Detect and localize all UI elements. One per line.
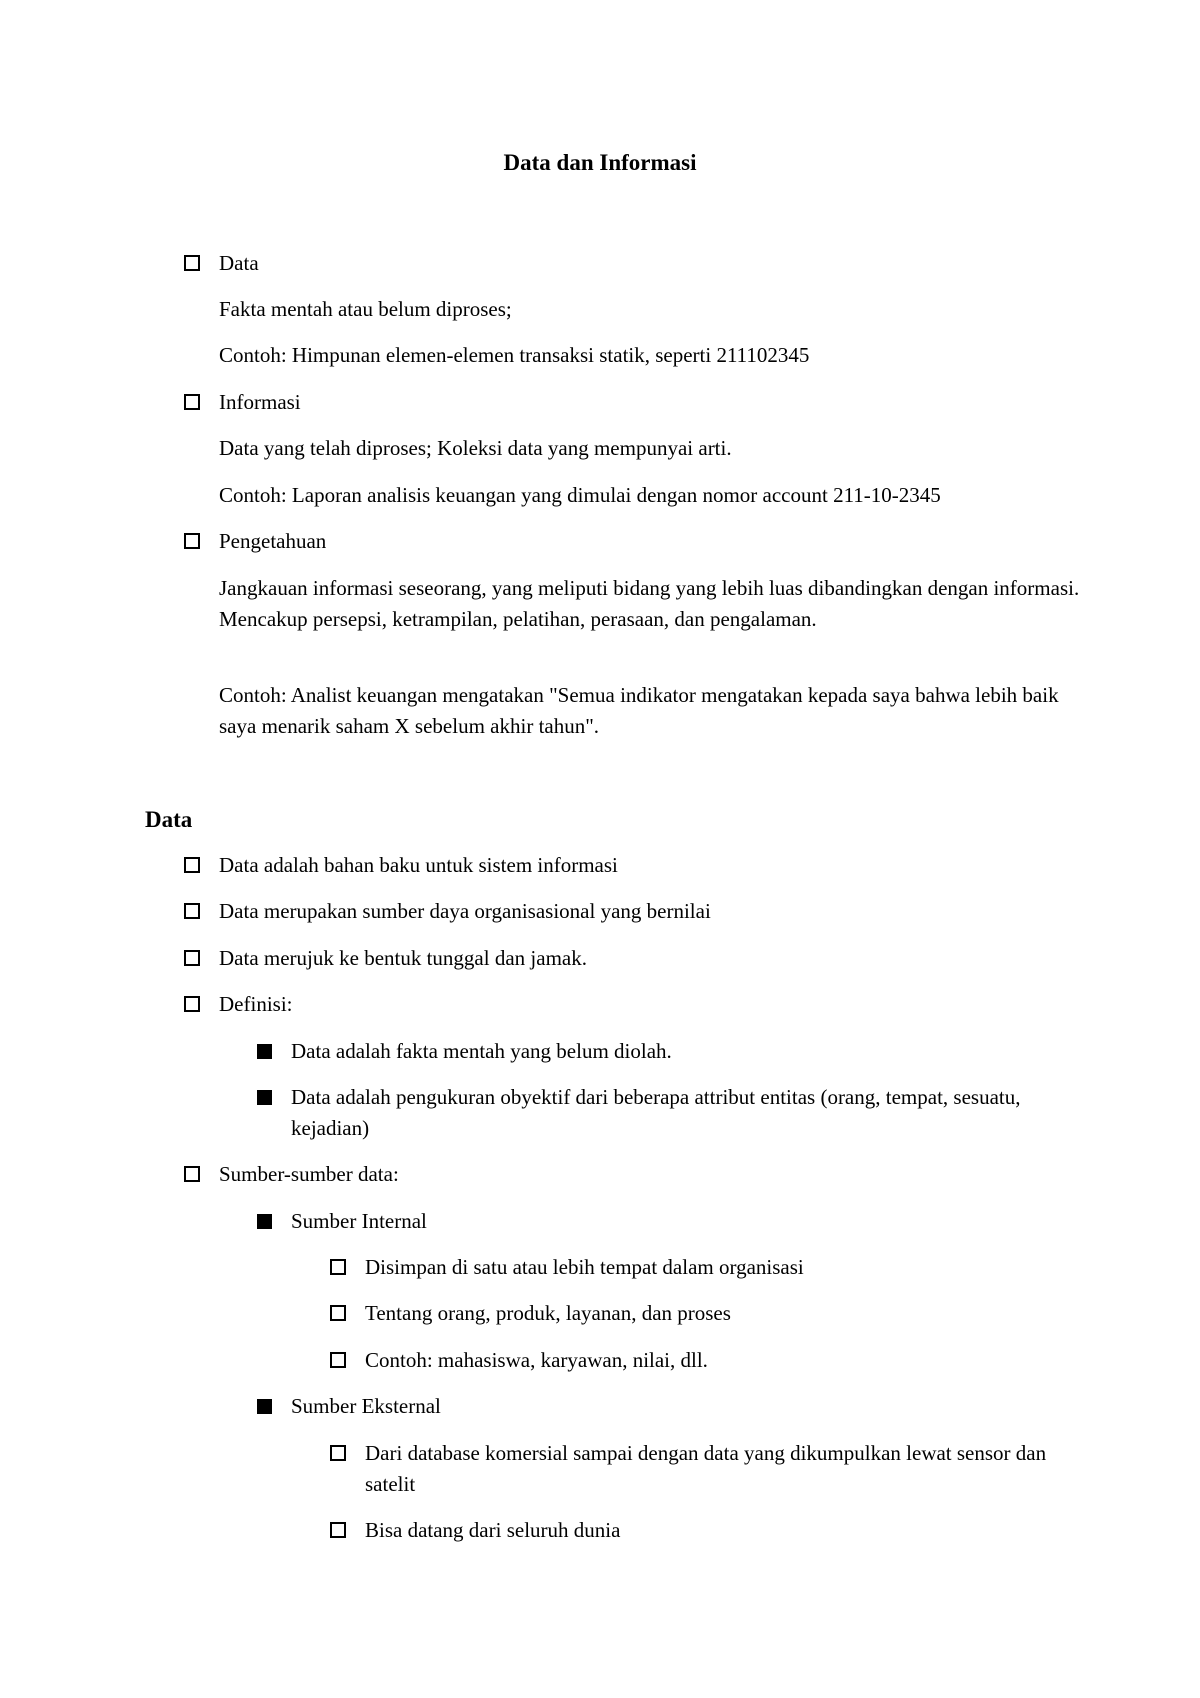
filled-square-bullet-icon [257,1090,272,1105]
list-item [184,989,1084,1020]
list-item-label: Data [219,251,259,275]
filled-square-bullet-icon [257,1399,272,1414]
list-item-text: Data adalah pengukuran obyektif dari beberapa attribut entitas (orang, tempat, sesuatu, kejadian) [291,1085,1021,1140]
list-item-text: Data merupakan sumber daya organisasional yang bernilai [219,899,711,923]
paragraph: Fakta mentah atau belum diproses; [219,297,512,321]
list-item-text: Bisa datang dari seluruh dunia [365,1518,621,1542]
list-item [257,1082,1077,1144]
list-item [184,1159,1084,1190]
list-item-label: Pengetahuan [219,529,327,553]
list-item [184,850,1084,881]
hollow-square-bullet-icon [184,533,200,549]
filled-square-bullet-icon [257,1044,272,1059]
list-item-text: Disimpan di satu atau lebih tempat dalam organisasi [365,1255,804,1279]
list-item-text: Data adalah bahan baku untuk sistem informasi [219,853,618,877]
section-heading: Data [145,807,193,832]
hollow-square-bullet-icon [330,1522,346,1538]
paragraph: Jangkauan informasi seseorang, yang meliputi bidang yang lebih luas dibandingkan dengan informasi. Mencakup persepsi, ketrampilan, pelatihan, perasaan, dan pengalaman. [219,576,1080,631]
list-item [184,526,1084,557]
paragraph: Contoh: Analist keuangan mengatakan "Semua indikator mengatakan kepada saya bahwa lebih baik saya menarik saham X sebelum akhir tahun". [219,683,1059,738]
list-item [184,943,1084,974]
list-item [330,1515,1080,1546]
list-item-text: Contoh: mahasiswa, karyawan, nilai, dll. [365,1348,708,1372]
list-item-text: Dari database komersial sampai dengan data yang dikumpulkan lewat sensor dan satelit [365,1441,1047,1496]
paragraph: Data yang telah diproses; Koleksi data yang mempunyai arti. [219,436,732,460]
hollow-square-bullet-icon [184,996,200,1012]
list-item [330,1438,1080,1500]
list-item [184,896,1084,927]
paragraph: Contoh: Laporan analisis keuangan yang dimulai dengan nomor account 211-10-2345 [219,483,941,507]
list-item-text: Data adalah fakta mentah yang belum diolah. [291,1039,672,1063]
list-item-text: Tentang orang, produk, layanan, dan proses [365,1301,731,1325]
list-item [257,1036,1077,1067]
list-item-text: Data merujuk ke bentuk tunggal dan jamak. [219,946,587,970]
list-item-text: Sumber-sumber data: [219,1162,399,1186]
hollow-square-bullet-icon [184,394,200,410]
list-item [330,1345,1080,1376]
hollow-square-bullet-icon [184,950,200,966]
hollow-square-bullet-icon [184,857,200,873]
list-item [257,1391,1077,1422]
hollow-square-bullet-icon [330,1445,346,1461]
list-item-text: Definisi: [219,992,293,1016]
filled-square-bullet-icon [257,1214,272,1229]
hollow-square-bullet-icon [330,1259,346,1275]
list-item [257,1206,1077,1237]
list-item [330,1252,1080,1283]
hollow-square-bullet-icon [184,1166,200,1182]
hollow-square-bullet-icon [184,903,200,919]
paragraph: Contoh: Himpunan elemen-elemen transaksi statik, seperti 211102345 [219,343,810,367]
hollow-square-bullet-icon [330,1305,346,1321]
list-item [330,1298,1080,1329]
hollow-square-bullet-icon [330,1352,346,1368]
list-item [184,248,1084,279]
list-item-label: Sumber Internal [291,1209,427,1233]
hollow-square-bullet-icon [184,255,200,271]
list-item-label: Sumber Eksternal [291,1394,441,1418]
document-title: Data dan Informasi [503,150,697,175]
list-item-label: Informasi [219,390,301,414]
list-item [184,387,1084,418]
